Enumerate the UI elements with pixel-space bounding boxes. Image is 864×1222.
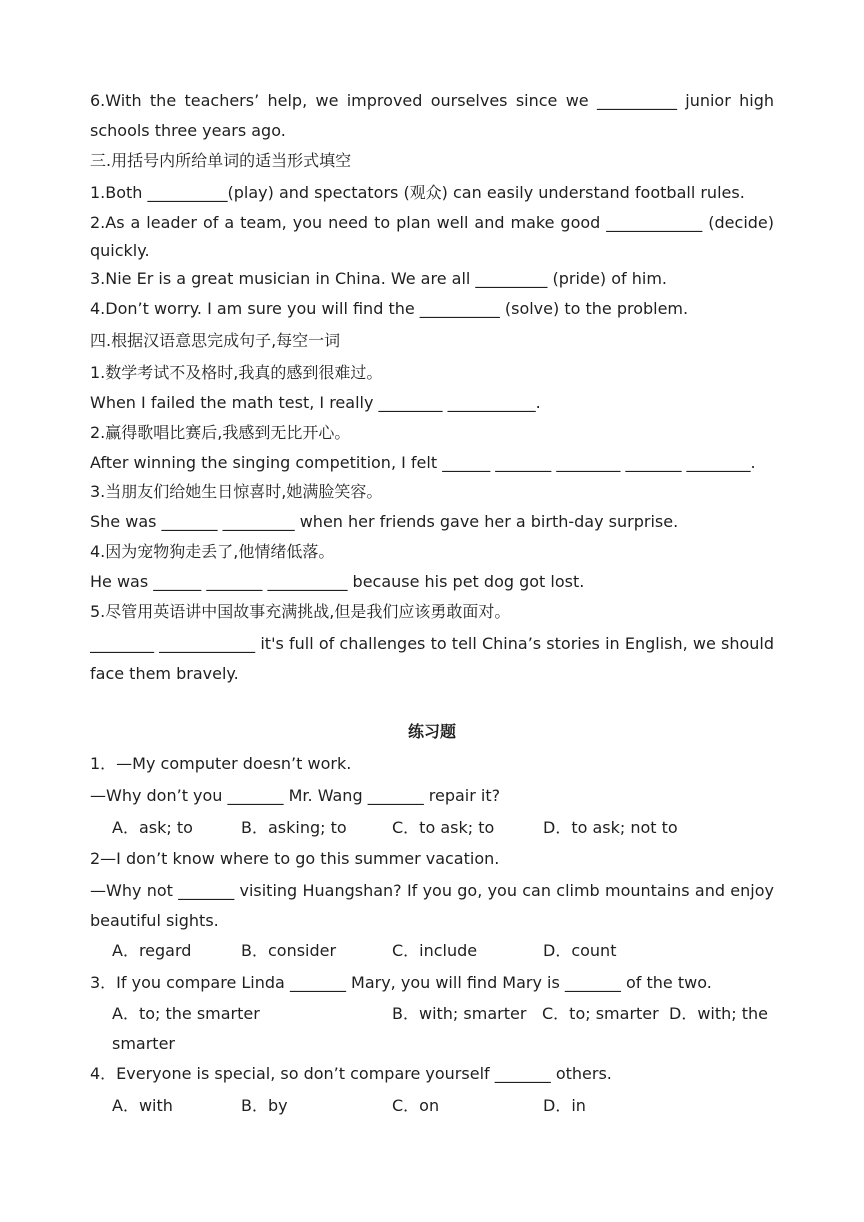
practice-q3-option-a: A．to; the smarter bbox=[112, 1004, 260, 1023]
practice-q2-line-2: —Why not _______ visiting Huangshan? If you go, you can climb mountains and enjoy bbox=[90, 881, 774, 900]
practice-q3-option-d: D．with; the bbox=[669, 1004, 769, 1023]
section-3-item-3: 3.Nie Er is a great musician in China. We are all _________ (pride) of him. bbox=[90, 269, 668, 288]
practice-q2-line-3: beautiful sights. bbox=[90, 911, 219, 930]
practice-q1-option-d: D．to ask; not to bbox=[543, 818, 678, 837]
practice-q1-option-c: C．to ask; to bbox=[392, 818, 495, 837]
practice-q2-option-c: C．include bbox=[392, 941, 478, 960]
practice-q4-option-d: D．in bbox=[543, 1096, 586, 1115]
practice-q1-option-b: B．asking; to bbox=[241, 818, 347, 837]
practice-q1-option-a: A．ask; to bbox=[112, 818, 193, 837]
practice-q4-option-b: B．by bbox=[241, 1096, 288, 1115]
practice-q3-line-1: 3．If you compare Linda _______ Mary, you will find Mary is _______ of the two. bbox=[90, 973, 712, 992]
section-4-answer-1: When I failed the math test, I really ________ ___________. bbox=[90, 393, 541, 412]
practice-q2-option-a: A．regard bbox=[112, 941, 192, 960]
section-4-prompt-1: 1.数学考试不及格时,我真的感到很难过。 bbox=[90, 363, 383, 382]
section-3-item-2-wrap: quickly. bbox=[90, 241, 150, 260]
practice-q2-line-1: 2—I don’t know where to go this summer vacation. bbox=[90, 849, 500, 868]
section-3-item-1: 1.Both __________(play) and spectators (观众) can easily understand football rules. bbox=[90, 183, 745, 202]
practice-q3-option-c: C．to; smarter bbox=[542, 1004, 659, 1023]
practice-q4-option-a: A．with bbox=[112, 1096, 173, 1115]
practice-q1-line-2: —Why don’t you _______ Mr. Wang _______ repair it? bbox=[90, 786, 501, 805]
practice-q3-option-d-wrap: smarter bbox=[112, 1034, 175, 1053]
practice-q3-option-b: B．with; smarter bbox=[392, 1004, 527, 1023]
section-4-prompt-5: 5.尽管用英语讲中国故事充满挑战,但是我们应该勇敢面对。 bbox=[90, 602, 511, 621]
section-4-prompt-2: 2.赢得歌唱比赛后,我感到无比开心。 bbox=[90, 423, 351, 442]
section-4-prompt-4: 4.因为宠物狗走丢了,他情绪低落。 bbox=[90, 542, 335, 561]
question-6-line-1: 6.With the teachers’ help, we improved ourselves since we __________ junior high bbox=[90, 91, 774, 110]
section-3-item-4: 4.Don’t worry. I am sure you will find the __________ (solve) to the problem. bbox=[90, 299, 689, 318]
practice-q2-option-d: D．count bbox=[543, 941, 617, 960]
section-3-item-2: 2.As a leader of a team, you need to plan well and make good ____________ (decide) bbox=[90, 213, 774, 232]
practice-q2-option-b: B．consider bbox=[241, 941, 337, 960]
section-4-answer-5-wrap: face them bravely. bbox=[90, 664, 239, 683]
practice-q4-line-1: 4．Everyone is special, so don’t compare yourself _______ others. bbox=[90, 1064, 612, 1083]
section-4-answer-4: He was ______ _______ __________ because his pet dog got lost. bbox=[90, 572, 585, 591]
section-4-answer-2: After winning the singing competition, I felt ______ _______ ________ _______ ________. bbox=[90, 453, 756, 472]
practice-q1-line-1: 1．—My computer doesn’t work. bbox=[90, 754, 352, 773]
section-4-answer-3: She was _______ _________ when her friends gave her a birth-day surprise. bbox=[90, 512, 679, 531]
section-3-heading: 三.用括号内所给单词的适当形式填空 bbox=[90, 151, 352, 170]
section-4-answer-5: ________ ____________ it's full of challenges to tell China’s stories in English, we should bbox=[90, 634, 774, 653]
practice-title: 练习题 bbox=[407, 722, 456, 741]
question-6-line-2: schools three years ago. bbox=[90, 121, 286, 140]
section-4-prompt-3: 3.当朋友们给她生日惊喜时,她满脸笑容。 bbox=[90, 482, 383, 501]
section-4-heading: 四.根据汉语意思完成句子,每空一词 bbox=[90, 331, 341, 350]
practice-q4-option-c: C．on bbox=[392, 1096, 440, 1115]
